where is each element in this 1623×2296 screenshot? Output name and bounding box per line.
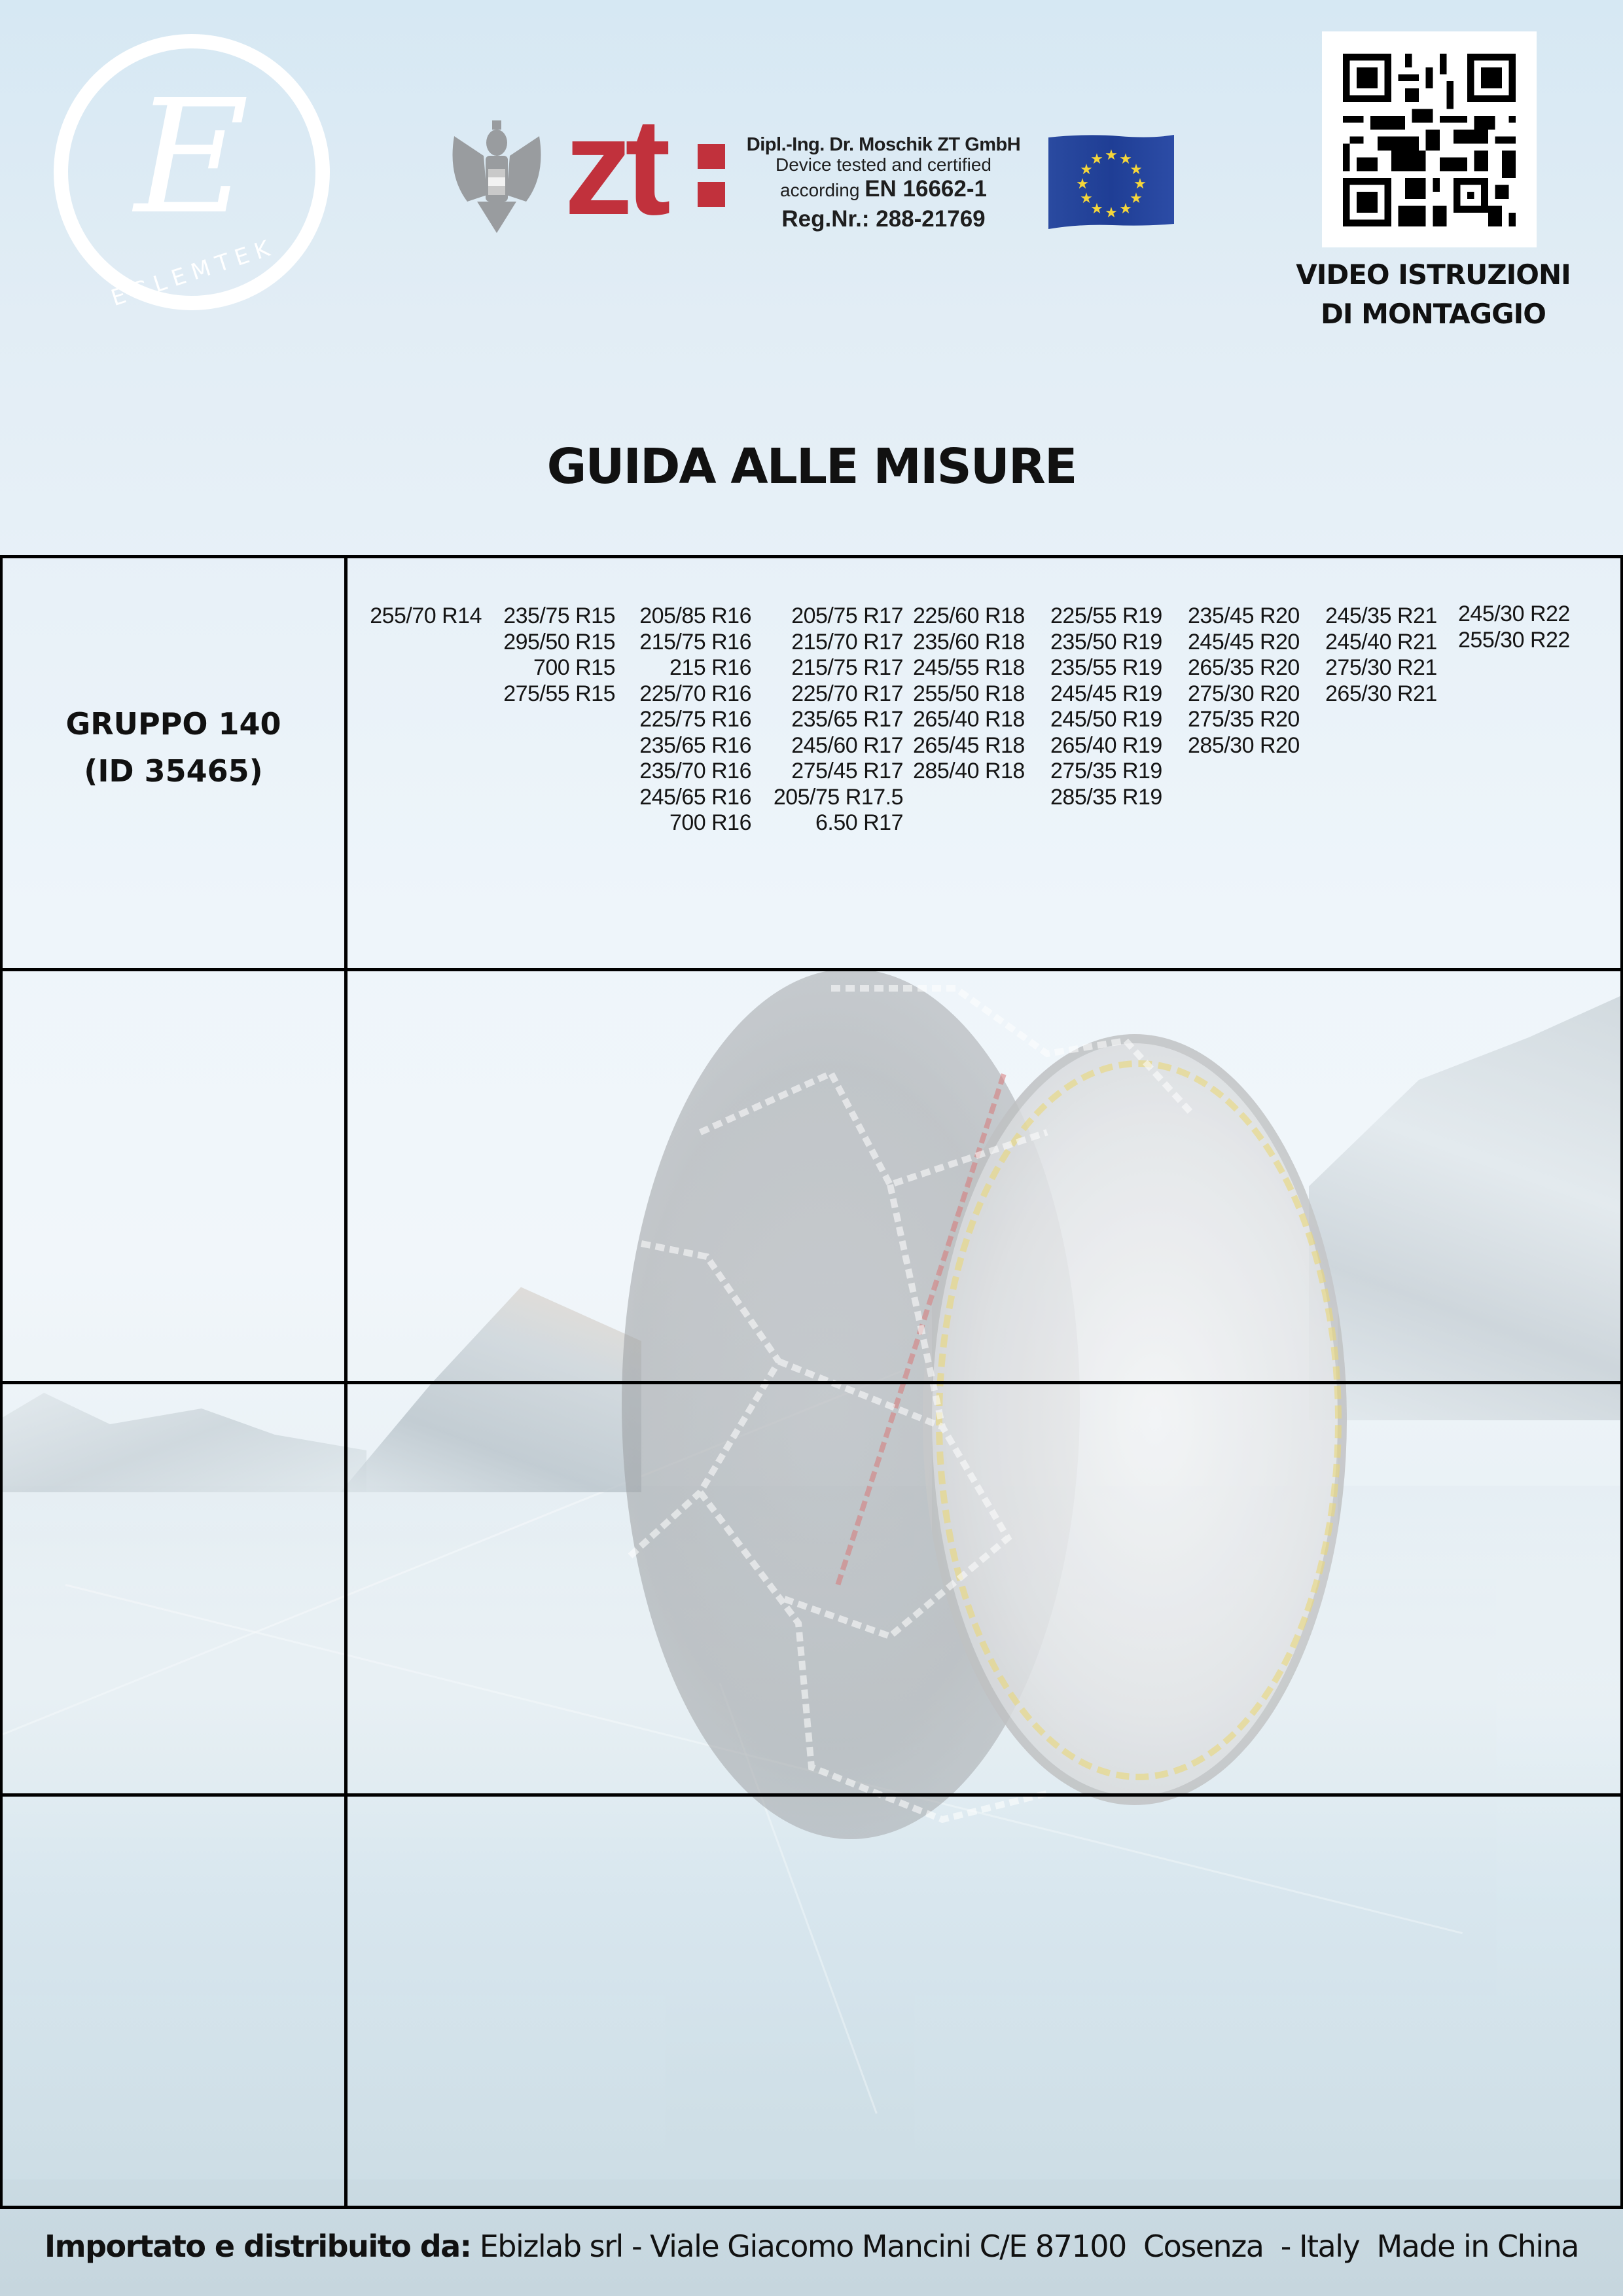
tire-size: 225/55 R19	[1050, 603, 1162, 628]
qr-caption-line1: VIDEO ISTRUZIONI	[1296, 259, 1571, 291]
tire-size: 275/45 R17	[791, 759, 903, 783]
tire-size: 245/30 R22	[1458, 601, 1570, 626]
cert-standard: EN 16662-1	[865, 176, 987, 202]
svg-text:★: ★	[1105, 147, 1118, 164]
tire-size: 700 R15	[533, 655, 615, 680]
page-title: GUIDA ALLE MISURE	[546, 439, 1077, 495]
tire-size: 225/75 R16	[639, 707, 751, 732]
table-cell-group-empty	[0, 971, 344, 1381]
zt-colon-icon	[698, 144, 725, 207]
svg-text:★: ★	[1090, 151, 1103, 168]
tire-size: 245/45 R20	[1188, 629, 1300, 655]
tire-size: 295/50 R15	[503, 629, 615, 655]
tire-size: 235/65 R17	[791, 707, 903, 732]
svg-text:★: ★	[1080, 190, 1093, 207]
table-border-right	[1620, 555, 1623, 2209]
svg-text:★: ★	[1076, 176, 1089, 192]
svg-text:E: E	[134, 65, 249, 249]
size-column-r19	[1050, 603, 1181, 810]
tire-size: 275/35 R19	[1050, 759, 1162, 783]
tire-size: 265/40 R19	[1050, 732, 1162, 758]
cert-standard-line	[733, 175, 1034, 205]
table-column-divider	[344, 555, 348, 2209]
tire-size: 245/65 R16	[639, 784, 751, 810]
eglemtek-logo-icon	[51, 31, 332, 313]
qr-caption	[1270, 255, 1597, 334]
svg-text:★: ★	[1119, 151, 1132, 168]
tire-size: 285/30 R20	[1188, 732, 1300, 758]
tire-size: 275/35 R20	[1188, 707, 1300, 732]
tire-size: 235/50 R19	[1050, 629, 1162, 655]
tire-size: 225/60 R18	[913, 603, 1025, 628]
tire-size: 275/30 R21	[1325, 655, 1437, 680]
tire-size: 275/55 R15	[503, 681, 615, 706]
tire-size: 215 R16	[669, 655, 751, 680]
group-name: GRUPPO 140	[65, 706, 281, 742]
size-column-r20	[1188, 603, 1319, 759]
eu-flag-icon	[1047, 134, 1175, 230]
tire-size: 235/55 R19	[1050, 655, 1162, 680]
size-column-r18	[913, 603, 1044, 785]
svg-text:★: ★	[1105, 205, 1118, 221]
svg-text:★: ★	[1119, 201, 1132, 217]
cert-description: Device tested and certified	[776, 154, 991, 175]
mountain-right-image	[1309, 995, 1623, 1420]
zt-logo: zt	[564, 90, 663, 243]
tire-size: 245/60 R17	[791, 732, 903, 758]
tire-size: 265/30 R21	[1325, 681, 1437, 706]
tire-size: 285/35 R19	[1050, 784, 1162, 810]
table-cell-group-empty	[0, 1797, 344, 2206]
tire-size: 700 R16	[669, 810, 751, 835]
cert-reg-number: Reg.Nr.: 288-21769	[781, 206, 986, 232]
group-label	[0, 700, 347, 795]
tire-size: 215/75 R17	[791, 655, 903, 680]
svg-text:★: ★	[1133, 176, 1147, 192]
size-column-r21	[1325, 603, 1456, 707]
group-id: (ID 35465)	[84, 753, 263, 789]
austrian-eagle-icon	[448, 117, 546, 233]
tire-size: 6.50 R17	[815, 810, 903, 835]
tire-size: 235/75 R15	[503, 603, 615, 628]
tire-size: 225/70 R17	[791, 681, 903, 706]
qr-caption-line2: DI MONTAGGIO	[1321, 298, 1546, 330]
svg-text:★: ★	[1130, 190, 1143, 207]
tire-size: 215/75 R16	[639, 629, 751, 655]
tire-size: 245/55 R18	[913, 655, 1025, 680]
size-column-r14	[365, 603, 482, 630]
tire-size: 215/70 R17	[791, 629, 903, 655]
tire-size: 235/60 R18	[913, 629, 1025, 655]
tire-size: 255/30 R22	[1458, 627, 1570, 653]
certification-block	[733, 134, 1034, 234]
svg-text:★: ★	[1080, 162, 1093, 178]
certifier-name: Dipl.-Ing. Dr. Moschik ZT GmbH	[746, 134, 1021, 155]
tire-size: 255/70 R14	[370, 603, 482, 628]
svg-text:EGLEMTEK: EGLEMTEK	[107, 234, 279, 312]
tire-size: 245/40 R21	[1325, 629, 1437, 655]
tire-size: 235/70 R16	[639, 759, 751, 783]
tire-size: 205/85 R16	[639, 603, 751, 628]
table-border-bottom	[0, 2206, 1623, 2209]
svg-text:★: ★	[1090, 201, 1103, 217]
cert-according: according	[780, 180, 860, 200]
tire-size: 235/65 R16	[639, 732, 751, 758]
qr-code-icon[interactable]	[1342, 54, 1517, 226]
tire-size: 205/75 R17	[791, 603, 903, 628]
tire-size: 255/50 R18	[913, 681, 1025, 706]
tire-size: 265/40 R18	[913, 707, 1025, 732]
tire-size: 245/50 R19	[1050, 707, 1162, 732]
tire-size: 275/30 R20	[1188, 681, 1300, 706]
size-column-r22	[1458, 601, 1589, 653]
chain-net-icon	[615, 969, 1335, 1839]
mountain-center-image	[340, 1276, 641, 1492]
table-border-top	[0, 555, 1623, 558]
footer-address: Ebizlab srl - Viale Giacomo Mancini C/E 87100 Cosenza - Italy Made in China	[471, 2229, 1578, 2264]
footer-importer	[0, 2229, 1623, 2264]
size-column-r16	[622, 603, 751, 836]
size-column-r15	[484, 603, 615, 707]
tire-size: 235/45 R20	[1188, 603, 1300, 628]
footer-label: Importato e distribuito da:	[45, 2229, 471, 2264]
svg-text:★: ★	[1130, 162, 1143, 178]
tire-size: 265/45 R18	[913, 732, 1025, 758]
tire-size: 205/75 R17.5	[773, 784, 903, 810]
size-column-r17	[759, 603, 903, 836]
tire-size: 285/40 R18	[913, 759, 1025, 783]
tire-size: 225/70 R16	[639, 681, 751, 706]
tire-size: 245/35 R21	[1325, 603, 1437, 628]
table-cell-group-empty	[0, 1384, 344, 1793]
tire-size: 245/45 R19	[1050, 681, 1162, 706]
tire-size: 265/35 R20	[1188, 655, 1300, 680]
